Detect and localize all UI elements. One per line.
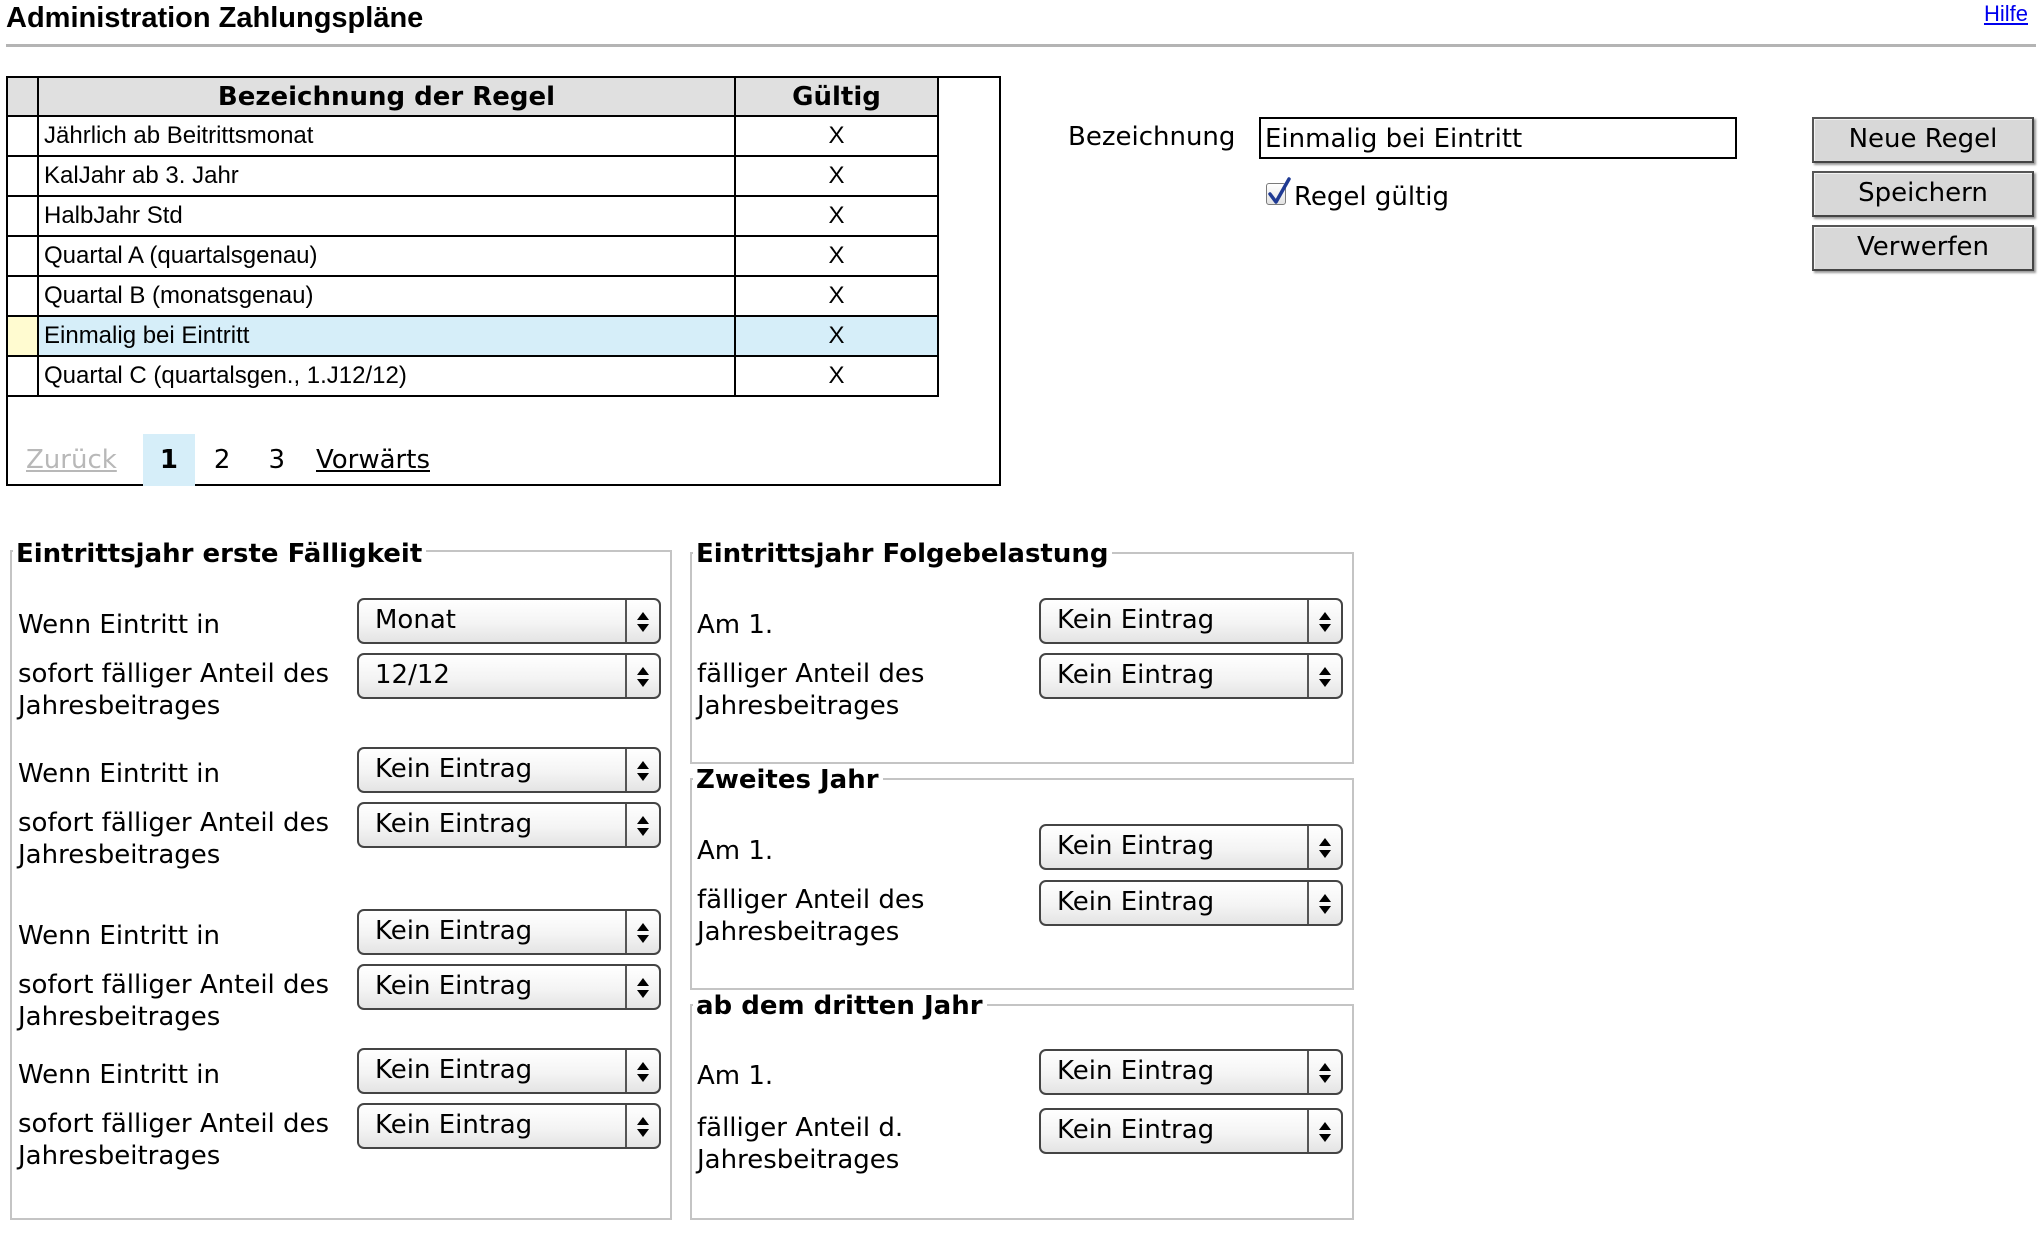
rule-name-cell[interactable]: KalJahr ab 3. Jahr bbox=[38, 156, 735, 196]
third-year-legend: ab dem dritten Jahr bbox=[693, 990, 987, 1022]
pager-page-3[interactable]: 3 bbox=[268, 445, 285, 475]
rule-valid-cell[interactable]: X bbox=[735, 156, 938, 196]
select-arrows-icon bbox=[1307, 655, 1341, 697]
share-select[interactable] bbox=[1039, 1108, 1343, 1154]
save-button[interactable]: Speichern bbox=[1812, 171, 2034, 217]
pager-prev-link[interactable]: Zurück bbox=[26, 445, 117, 475]
page-title: Administration Zahlungspläne bbox=[6, 2, 424, 34]
table-row[interactable] bbox=[8, 356, 938, 396]
select-value: 12/12 bbox=[375, 660, 450, 690]
row-selector[interactable] bbox=[8, 276, 38, 316]
select-value: Kein Eintrag bbox=[375, 809, 533, 839]
annual-fee-label: Jahresbeitrages bbox=[697, 1145, 900, 1175]
rules-table bbox=[8, 78, 939, 397]
due-date-select[interactable] bbox=[1039, 598, 1343, 644]
checkmark-icon bbox=[1266, 177, 1292, 207]
rule-valid-cell[interactable]: X bbox=[735, 356, 938, 396]
rule-name-cell[interactable]: Quartal C (quartalsgen., 1.J12/12) bbox=[38, 356, 735, 396]
row-selector[interactable] bbox=[8, 196, 38, 236]
discard-button[interactable]: Verwerfen bbox=[1812, 225, 2034, 271]
share-label: fälliger Anteil des bbox=[697, 885, 925, 915]
entry-month-select[interactable] bbox=[357, 747, 661, 793]
entry-month-label: Wenn Eintritt in bbox=[18, 1060, 220, 1090]
table-row[interactable] bbox=[8, 196, 938, 236]
select-value: Kein Eintrag bbox=[1057, 1115, 1215, 1145]
immediate-share-label: sofort fälliger Anteil des bbox=[18, 1109, 330, 1139]
valid-checkbox[interactable] bbox=[1266, 183, 1286, 205]
help-link[interactable]: Hilfe bbox=[1983, 1, 2028, 26]
entry-month-label: Wenn Eintritt in bbox=[18, 610, 220, 640]
rule-name-cell[interactable]: Einmalig bei Eintritt bbox=[38, 316, 735, 356]
follow-up-legend: Eintrittsjahr Folgebelastung bbox=[693, 538, 1112, 570]
row-selector[interactable] bbox=[8, 156, 38, 196]
rules-grid bbox=[6, 76, 1001, 486]
due-date-label: Am 1. bbox=[697, 610, 774, 640]
select-value: Kein Eintrag bbox=[1057, 605, 1215, 635]
first-due-legend: Eintrittsjahr erste Fälligkeit bbox=[13, 538, 426, 570]
rule-name-cell[interactable]: Jährlich ab Beitrittsmonat bbox=[38, 116, 735, 156]
due-date-label: Am 1. bbox=[697, 836, 774, 866]
select-arrows-icon bbox=[625, 1050, 659, 1092]
rule-valid-cell[interactable]: X bbox=[735, 276, 938, 316]
row-selector-header bbox=[8, 78, 38, 116]
row-selector[interactable] bbox=[8, 116, 38, 156]
select-value: Monat bbox=[375, 605, 456, 635]
select-arrows-icon bbox=[1307, 826, 1341, 868]
immediate-share-select[interactable] bbox=[357, 964, 661, 1010]
row-selector[interactable] bbox=[8, 356, 38, 396]
annual-fee-label: Jahresbeitrages bbox=[18, 691, 221, 721]
select-value: Kein Eintrag bbox=[375, 754, 533, 784]
column-header-valid[interactable]: Gültig bbox=[735, 78, 938, 116]
table-row[interactable] bbox=[8, 276, 938, 316]
immediate-share-select[interactable] bbox=[357, 1103, 661, 1149]
rule-valid-cell[interactable]: X bbox=[735, 196, 938, 236]
name-label: Bezeichnung bbox=[1068, 122, 1236, 152]
select-value: Kein Eintrag bbox=[375, 916, 533, 946]
table-header-row bbox=[8, 78, 938, 116]
pager-page-1[interactable]: 1 bbox=[143, 434, 195, 486]
immediate-share-select[interactable] bbox=[357, 802, 661, 848]
due-date-select[interactable] bbox=[1039, 1049, 1343, 1095]
select-value: Kein Eintrag bbox=[375, 1110, 533, 1140]
select-value: Kein Eintrag bbox=[1057, 660, 1215, 690]
immediate-share-select[interactable] bbox=[357, 653, 661, 699]
rule-valid-cell[interactable]: X bbox=[735, 316, 938, 356]
entry-month-select[interactable] bbox=[357, 598, 661, 644]
select-value: Kein Eintrag bbox=[1057, 1056, 1215, 1086]
entry-month-label: Wenn Eintritt in bbox=[18, 759, 220, 789]
due-date-select[interactable] bbox=[1039, 824, 1343, 870]
rule-name-cell[interactable]: Quartal B (monatsgenau) bbox=[38, 276, 735, 316]
table-row-selected[interactable] bbox=[8, 316, 938, 356]
immediate-share-label: sofort fälliger Anteil des bbox=[18, 970, 330, 1000]
immediate-share-label: sofort fälliger Anteil des bbox=[18, 659, 330, 689]
row-selector[interactable] bbox=[8, 236, 38, 276]
select-arrows-icon bbox=[625, 600, 659, 642]
select-arrows-icon bbox=[1307, 1051, 1341, 1093]
select-arrows-icon bbox=[625, 804, 659, 846]
row-selector[interactable] bbox=[8, 316, 38, 356]
select-arrows-icon bbox=[1307, 600, 1341, 642]
pager-page-2[interactable]: 2 bbox=[213, 445, 231, 475]
new-rule-button[interactable]: Neue Regel bbox=[1812, 117, 2034, 163]
annual-fee-label: Jahresbeitrages bbox=[18, 840, 221, 870]
annual-fee-label: Jahresbeitrages bbox=[697, 691, 900, 721]
name-input[interactable]: Einmalig bei Eintritt bbox=[1259, 117, 1737, 159]
rule-valid-cell[interactable]: X bbox=[735, 116, 938, 156]
valid-checkbox-label[interactable]: Regel gültig bbox=[1294, 182, 1450, 212]
select-arrows-icon bbox=[625, 749, 659, 791]
select-arrows-icon bbox=[1307, 882, 1341, 924]
select-arrows-icon bbox=[625, 1105, 659, 1147]
rule-name-cell[interactable]: Quartal A (quartalsgenau) bbox=[38, 236, 735, 276]
rule-valid-cell[interactable]: X bbox=[735, 236, 938, 276]
select-arrows-icon bbox=[625, 655, 659, 697]
select-arrows-icon bbox=[625, 911, 659, 953]
select-arrows-icon bbox=[1307, 1110, 1341, 1152]
share-label: fälliger Anteil d. bbox=[697, 1113, 904, 1143]
table-row[interactable] bbox=[8, 236, 938, 276]
select-value: Kein Eintrag bbox=[375, 971, 533, 1001]
share-label: fälliger Anteil des bbox=[697, 659, 925, 689]
select-value: Kein Eintrag bbox=[1057, 831, 1215, 861]
select-value: Kein Eintrag bbox=[1057, 887, 1215, 917]
annual-fee-label: Jahresbeitrages bbox=[18, 1141, 221, 1171]
title-divider bbox=[6, 44, 2036, 47]
due-date-label: Am 1. bbox=[697, 1061, 774, 1091]
entry-month-label: Wenn Eintritt in bbox=[18, 921, 220, 951]
annual-fee-label: Jahresbeitrages bbox=[697, 917, 900, 947]
rule-name-cell[interactable]: HalbJahr Std bbox=[38, 196, 735, 236]
select-arrows-icon bbox=[625, 966, 659, 1008]
share-select[interactable] bbox=[1039, 880, 1343, 926]
second-year-legend: Zweites Jahr bbox=[693, 764, 883, 796]
share-select[interactable] bbox=[1039, 653, 1343, 699]
entry-month-select[interactable] bbox=[357, 1048, 661, 1094]
entry-month-select[interactable] bbox=[357, 909, 661, 955]
immediate-share-label: sofort fälliger Anteil des bbox=[18, 808, 330, 838]
select-value: Kein Eintrag bbox=[375, 1055, 533, 1085]
column-header-name[interactable]: Bezeichnung der Regel bbox=[38, 78, 735, 116]
pager-next-link[interactable]: Vorwärts bbox=[316, 445, 430, 475]
annual-fee-label: Jahresbeitrages bbox=[18, 1002, 221, 1032]
pagination bbox=[8, 434, 430, 486]
table-row[interactable] bbox=[8, 156, 938, 196]
table-row[interactable] bbox=[8, 116, 938, 156]
